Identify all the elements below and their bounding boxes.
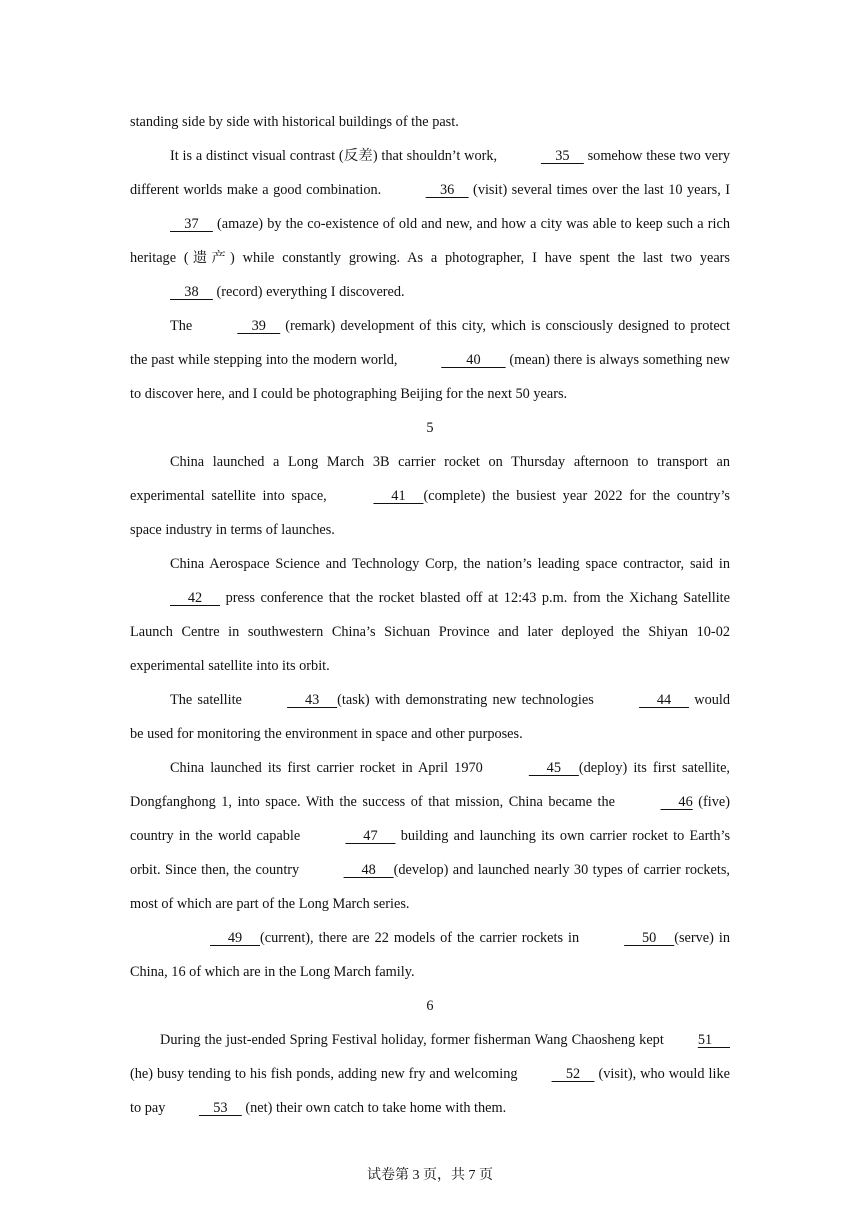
answer-blank[interactable]: 50 (624, 930, 675, 946)
answer-blank[interactable]: 52 (551, 1066, 595, 1082)
answer-blank[interactable]: 36 (425, 182, 469, 198)
passage-paragraph (130, 1023, 730, 1125)
paragraph-text: China Aerospace Science and Technology Corp, the nation’s leading space contractor, said in (170, 556, 730, 572)
answer-blank[interactable]: 53 (198, 1100, 242, 1116)
answer-blank[interactable]: 39 (237, 318, 281, 334)
passage-paragraph (130, 683, 730, 751)
paragraph-text: The satellite (170, 692, 248, 708)
paragraph-text: building and launching its own carrier rocket to Earth’s orbit. Since then, the country (130, 828, 731, 878)
paragraph-text: The (170, 318, 198, 334)
passage-paragraph (130, 445, 730, 547)
paragraph-text: (visit), who would like to pay (130, 1066, 730, 1116)
paragraph-text: China launched its first carrier rocket in April 1970 (170, 760, 489, 776)
answer-blank[interactable]: 44 (639, 692, 690, 708)
answer-blank[interactable]: 37 (170, 216, 213, 232)
paragraph-text: (complete) the busiest year 2022 for the country’s space industry in terms of launches. (130, 488, 730, 538)
paragraph-text: (record) everything I discovered. (212, 284, 405, 300)
passage-body (130, 105, 730, 1125)
answer-blank[interactable]: 49 (210, 930, 261, 946)
paragraph-text: standing side by side with historical buildings of the past. (130, 114, 459, 130)
paragraph-text: 5 (426, 420, 434, 436)
answer-blank[interactable]: 41 (373, 488, 424, 504)
paragraph-text: would be used for monitoring the environment in space and other purposes. (130, 692, 730, 742)
paragraph-text: (develop) and launched nearly 30 types of carrier rockets, most of which are part of the Long March series. (130, 862, 730, 912)
section-number (130, 411, 730, 445)
paragraph-text: somehow these two very different worlds make a good combination. (130, 148, 730, 198)
paragraph-text: (current), there are 22 models of the carrier rockets in (260, 930, 585, 946)
paragraph-text: 6 (426, 998, 434, 1014)
paragraph-text: (mean) there is always something new to discover here, and I could be photographing Beijing for the next 50 years. (130, 352, 731, 402)
page-footer: 试卷第 3 页，共 7 页 (367, 1168, 493, 1183)
passage-paragraph (130, 547, 730, 683)
answer-blank[interactable]: 40 (441, 352, 506, 368)
paragraph-text: (five) country in the world capable (130, 794, 730, 844)
paragraph-text: (he) busy tending to his fish ponds, adding new fry and welcoming (130, 1066, 522, 1082)
answer-blank[interactable]: 35 (540, 148, 584, 164)
passage-paragraph (130, 105, 730, 139)
answer-blank[interactable]: 38 (170, 284, 213, 300)
paragraph-text: (net) their own catch to take home with them. (241, 1100, 507, 1116)
answer-blank[interactable]: 47 (345, 828, 396, 844)
answer-blank[interactable]: 43 (287, 692, 338, 708)
paragraph-text: (amaze) by the co-existence of old and new, and how a city was able to keep such a rich heritage (遗产) while constantly growing. As a photographer, I have spent the last two years (130, 216, 730, 266)
paragraph-text: (visit) several times over the last 10 years, I (468, 182, 731, 198)
paragraph-text: During the just-ended Spring Festival holiday, former fisherman Wang Chaosheng kept (160, 1032, 668, 1048)
passage-paragraph (130, 921, 730, 989)
answer-blank[interactable]: 45 (528, 760, 579, 776)
paragraph-text: (task) with demonstrating new technologies (337, 692, 599, 708)
paragraph-text: China launched a Long March 3B carrier rocket on Thursday afternoon to transport an experimental satellite into space, (130, 454, 730, 504)
answer-blank[interactable]: 46 (660, 794, 693, 810)
passage-paragraph (130, 309, 730, 411)
paragraph-text: (remark) development of this city, which is consciously designed to protect the past while stepping into the modern world, (130, 318, 730, 368)
paragraph-text: press conference that the rocket blasted off at 12:43 p.m. from the Xichang Satellite Launch Centre in southwestern China’s Sichuan Province and later deployed the Shiyan 10-02 experimental satellite into its orbit. (130, 590, 730, 674)
passage-paragraph (130, 139, 730, 309)
paragraph-text: It is a distinct visual contrast (反差) that shouldn’t work, (170, 148, 501, 164)
section-number (130, 989, 730, 1023)
answer-blank[interactable]: 48 (343, 862, 394, 878)
passage-paragraph (130, 751, 730, 921)
answer-blank[interactable]: 51 (697, 1032, 730, 1048)
answer-blank[interactable]: 42 (170, 590, 221, 606)
paragraph-text: (deploy) its first satellite, Dongfanghong 1, into space. With the success of that mission, China became the (130, 760, 730, 810)
paragraph-text: (serve) in China, 16 of which are in the Long March family. (130, 930, 730, 980)
